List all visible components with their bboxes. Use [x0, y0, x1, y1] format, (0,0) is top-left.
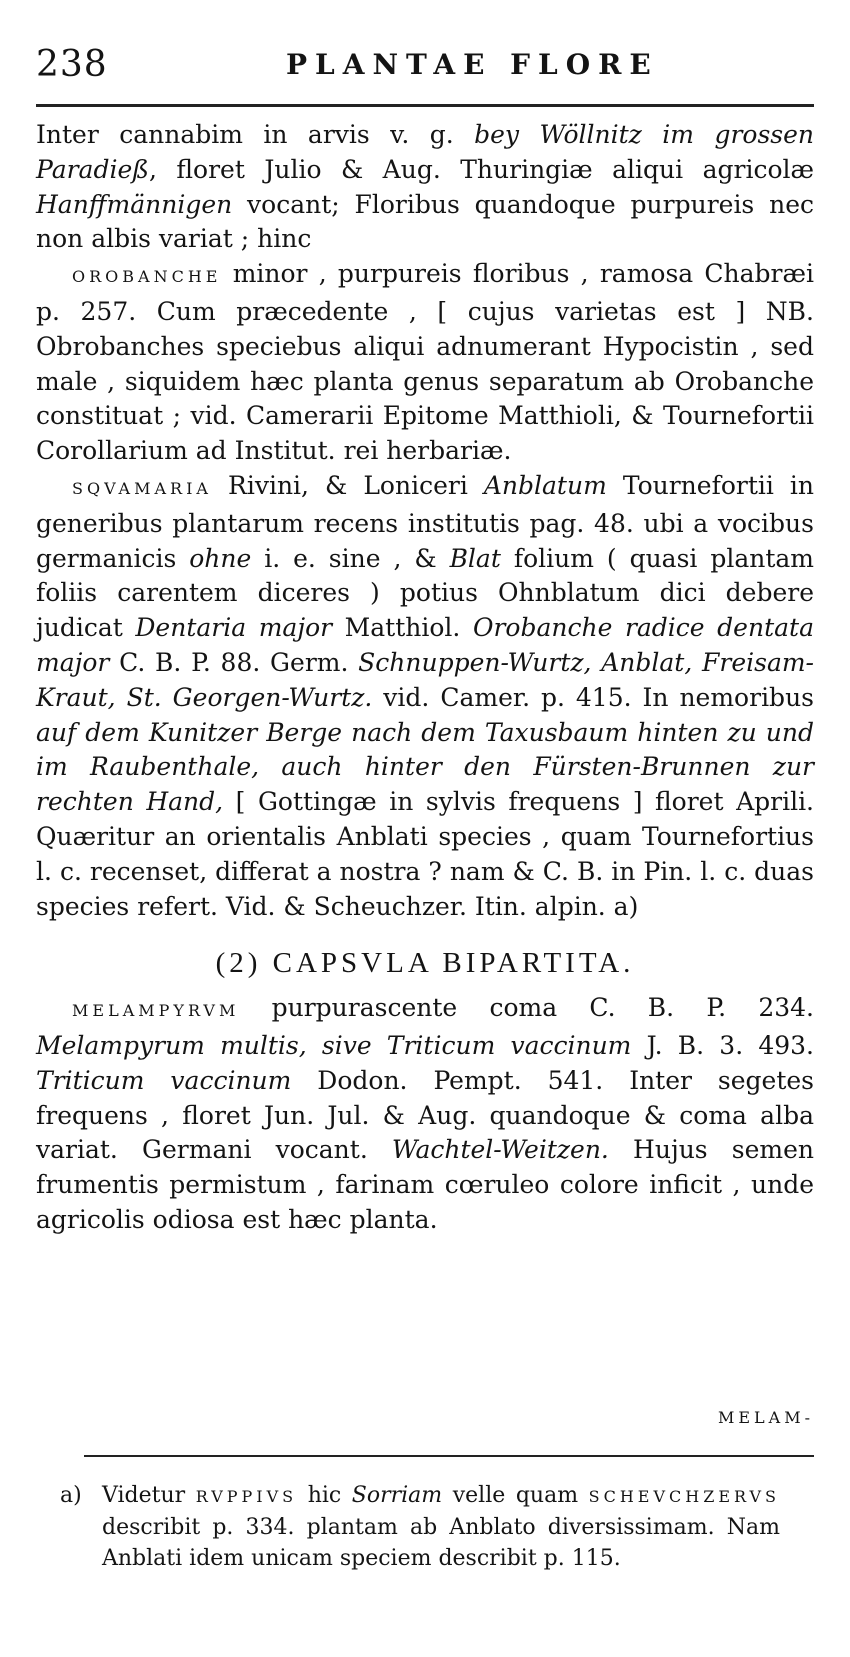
italic-run: Anblatum: [483, 470, 607, 500]
text-run: Hujus semen frumentis permistum , farinam cœruleo colore inficit , unde agricolis odiosa est hæc planta.: [36, 1135, 814, 1234]
footnote-text: [102, 1480, 780, 1574]
paragraph-melampyrum: [36, 991, 814, 1238]
italic-run: Dentaria major: [135, 613, 333, 643]
text-run: purpurascente coma C. B. P. 234.: [239, 993, 814, 1023]
main-text: [36, 118, 814, 1238]
text-run: hic: [297, 1483, 352, 1508]
author-name: RVPPIVS: [195, 1487, 298, 1506]
italic-run: Wachtel-Weitzen.: [391, 1135, 609, 1165]
text-run: Videtur: [102, 1483, 196, 1508]
italic-run: Sorriam: [351, 1483, 443, 1508]
text-run: folium ( quasi plantam foliis carentem diceres ) potius Ohnblatum dici debere judicat: [36, 543, 815, 643]
page-number: 238: [36, 44, 108, 85]
footnote-rule: [84, 1455, 814, 1457]
footnote-mark: a): [60, 1483, 82, 1508]
header-rule: [36, 104, 814, 107]
text-run: Matthiol.: [332, 613, 473, 643]
italic-run: Triticum vaccinum: [36, 1065, 292, 1095]
italic-run: ohne: [189, 543, 252, 573]
text-run: [ Gottingæ in sylvis frequens ] floret Aprili. Quæritur an orientalis Anblati species , quam Tournefortius l. c. recenset, differat a nostra ? nam & C. B. in Pin. l. c. duas species refert. Vid. & Scheuchzer. Itin. alpin. a): [36, 787, 815, 921]
text-run: vocant; Floribus quandoque purpureis nec non albis variat ; hinc: [36, 189, 814, 254]
entry-term: SQVAMARIA: [72, 478, 212, 498]
catchword: MELAM-: [717, 1408, 814, 1427]
italic-run: Schnuppen-Wurtz, Anblat, Freisam-Kraut, St. Georgen-Wurtz.: [36, 647, 814, 712]
entry-term: OROBANCHE: [72, 267, 222, 287]
text-run: Dodon. Pempt. 541. Inter segetes frequens , floret Jun. Jul. & Aug. quandoque & coma alba variat. Germani vocant.: [36, 1065, 815, 1165]
text-run: describit p. 334. plantam ab Anblato diversissimam. Nam Anblati idem unicam speciem describit p. 115.: [102, 1515, 780, 1571]
section-heading: (2) CAPSVLA BIPARTITA.: [215, 947, 635, 980]
italic-run: auf dem Kunitzer Berge nach dem Taxusbaum hinten zu und im Raubenthale, auch hinter den Fürsten-Brunnen zur rechten Hand,: [36, 717, 814, 817]
text-run: minor , purpureis floribus , ramosa Chabræi p. 257. Cum præcedente , [ cujus varietas est ] NB. Obrobanches speciebus aliqui adnumerant Hypocistin , sed male , siquidem hæc planta genus separatum ab Orobanche constituat ; vid. Camerarii Epitome Matthioli, & Tournefortii Corollarium ad Institut. rei herbariæ.: [36, 259, 814, 466]
text-run: Tournefortii in generibus plantarum recens institutis pag. 48. ubi a vocibus germanicis: [36, 470, 815, 573]
italic-run: Melampyrum multis, sive Triticum vaccinum: [36, 1030, 632, 1060]
entry-term: MELAMPYRVM: [72, 1001, 240, 1021]
text-run: Rivini, & Loniceri: [211, 470, 484, 500]
text-run: Inter cannabim in arvis v. g.: [36, 120, 475, 149]
italic-run: Orobanche radice dentata major: [36, 613, 814, 677]
paragraph-orobanche: [36, 257, 814, 469]
text-run: velle quam: [442, 1483, 589, 1508]
paragraph-cannabis: [36, 118, 814, 257]
running-title: PLANTAE FLORE: [286, 48, 659, 81]
italic-run: bey Wöllnitz im grossen Paradieß: [36, 120, 815, 184]
italic-run: Hanffmännigen: [36, 189, 233, 219]
italic-run: Blat: [449, 543, 501, 573]
text-run: C. B. P. 88. Germ.: [109, 647, 359, 677]
text-run: J. B. 3. 493.: [631, 1030, 814, 1060]
author-name: SCHEVCHZERVS: [588, 1487, 780, 1506]
footnote: [60, 1480, 780, 1574]
text-run: , floret Julio & Aug. Thuringiæ aliqui agricolæ: [148, 154, 814, 184]
paragraph-squamaria: [36, 469, 814, 924]
text-run: vid. Camer. p. 415. In nemoribus: [372, 682, 814, 712]
text-run: i. e. sine , &: [251, 543, 450, 573]
page-header: [36, 44, 814, 84]
